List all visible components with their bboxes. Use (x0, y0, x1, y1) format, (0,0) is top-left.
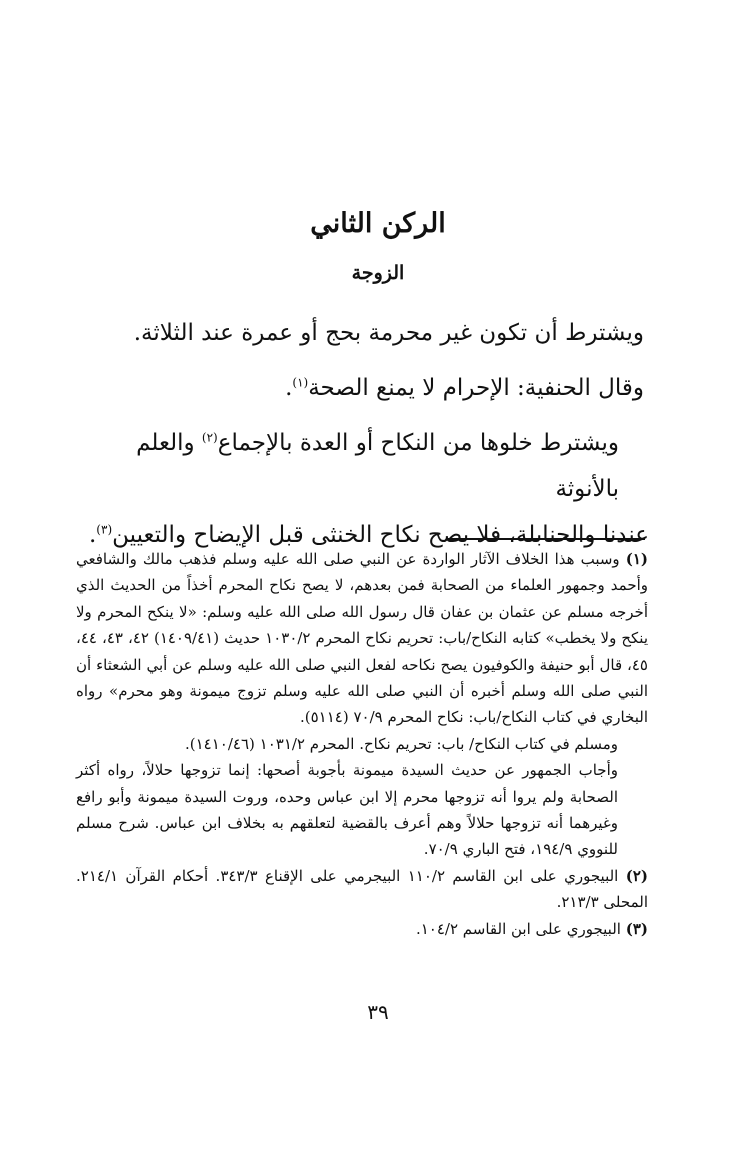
body-paragraph-1 (84, 310, 644, 356)
footnote-text: البيجوري على ابن القاسم ١١٠/٢ البيجرمي على الإقناع ٣٤٣/٣. أحكام القرآن ٢١٤/١. المحلى ٢١٣/٣. (76, 866, 648, 912)
footnote-marker: (٢) (201, 430, 218, 445)
footnote-number: (٢) (625, 866, 648, 885)
footnote-marker: (١) (292, 375, 309, 390)
section-title: الركن الثاني (310, 208, 446, 239)
footnote-1 (76, 546, 648, 731)
footnote-separator (447, 538, 645, 540)
footnote-2 (76, 863, 648, 916)
body-paragraph-2 (84, 365, 644, 411)
paragraph-end: . (285, 375, 293, 401)
paragraph-text: ويشترط خلوها من النكاح أو العدة بالإجماع (217, 430, 619, 456)
paragraph-text: وقال الحنفية: الإحرام لا يمنع الصحة (308, 375, 644, 401)
paragraph-text: عندنا والحنابلة، فلا يصح نكاح الخنثى قبل الإيضاح والتعيين (112, 522, 649, 548)
footnote-marker: (٣) (96, 522, 113, 537)
paragraph-end: . (88, 522, 97, 548)
paragraph-text: والعلم بالأنوثة (136, 430, 619, 502)
footnote-text: البيجوري على ابن القاسم ١٠٤/٢. (415, 919, 621, 938)
footnote-1-continuation: وأجاب الجمهور عن حديث السيدة ميمونة بأجوبة أصحها: إنما تزوجها حلالاً، رواه أكثر الصحابة ولم يروا أنه تزوجها محرم إلا ابن عباس وحده، وروت السيدة ميمونة وأبو رافع وغيرهما أنه تزوجها حلالاً وهم أعرف بالقضية لتعلقهم به بخلاف ابن عباس. شرح مسلم للنووي ١٩٤/٩، فتح الباري ٧٠/٩. (76, 761, 618, 859)
footnote-3 (76, 916, 648, 942)
paragraph-text: ويشترط أن تكون غير محرمة بحج أو عمرة عند الثلاثة. (133, 320, 644, 346)
footnote-text: وسبب هذا الخلاف الآثار الواردة عن النبي صلى الله عليه وسلم فذهب مالك والشافعي وأحمد وجمهور العلماء من الصحابة فمن بعدهم، لا يصح نكاح المحرم أخذاً من الحديث الذي أخرجه مسلم عن عثمان بن عفان قال رسول الله صلى الله عليه وسلم: «لا ينكح المحرم ولا ينكح ولا يخطب» كتابه النكاح/باب: تحريم نكاح المحرم ١٠٣٠/٢ حديث (١٤٠٩/٤١) ٤٢، ٤٣، ٤٤، ٤٥، قال أبو حنيفة والكوفيون يصح نكاحه لفعل النبي صلى الله عليه وسلم عن أبي الشعثاء أن النبي صلى الله وسلم أخبره أن النبي صلى الله عليه وسلم تزوج ميمونة وهو محرم» رواه البخاري في كتاب النكاح/باب: نكاح المحرم ٧٠/٩ (٥١١٤). (76, 550, 649, 727)
footnote-1-continuation: ومسلم في كتاب النكاح/ باب: تحريم نكاح. المحرم ١٠٣١/٢ (١٤١٠/٤٦). (185, 734, 618, 753)
footnotes (76, 546, 648, 942)
footnote-number: (٣) (625, 919, 648, 938)
section-subtitle: الزوجة (351, 262, 405, 284)
footnote-number: (١) (625, 550, 648, 568)
page-number: ٣٩ (367, 1000, 389, 1024)
paragraph-line-1 (69, 420, 649, 512)
